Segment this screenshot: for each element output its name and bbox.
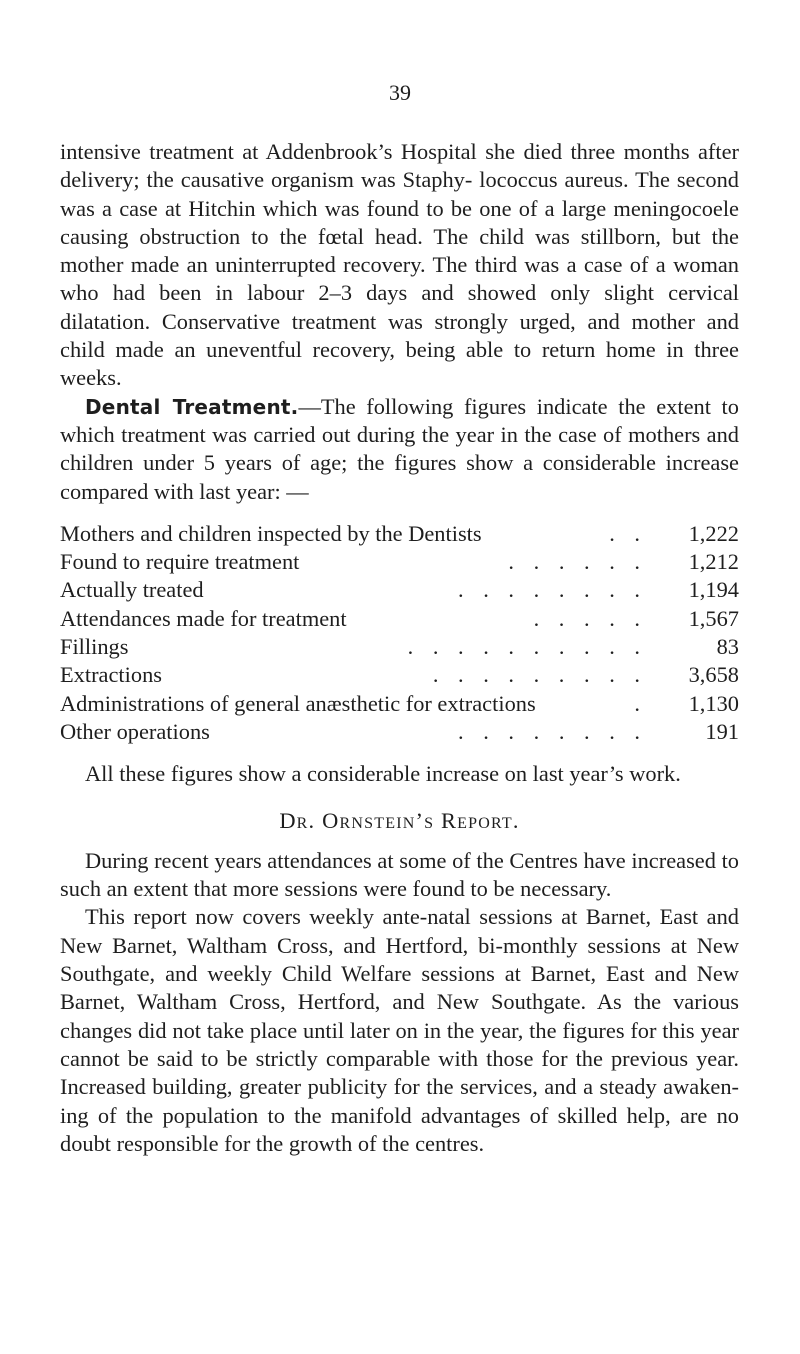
table-row xyxy=(60,520,739,548)
row-value: 1,567 xyxy=(688,605,739,631)
dental-treatment-heading: Dental Treatment. xyxy=(85,394,299,419)
leader-dots: . . . . . xyxy=(533,605,647,631)
row-label: Administrations of general anæsthetic for extractions xyxy=(60,690,536,716)
leader-dots: . . . . . . . . . . xyxy=(407,634,647,660)
row-value: 191 xyxy=(705,718,739,744)
ornstein-paragraph-1: During recent years attendances at some of the Centres have increased to such an extent that more sessions were found to be necessary. xyxy=(60,847,739,902)
ornstein-paragraph-2: This report now covers weekly ante-natal sessions at Barnet, East and New Barnet, Waltham Cross, and Hertford, bi-monthly sessions at New Southgate, and weekly Child Welfare sessions at Barnet, East and New Barnet, Waltham Cross, Hertford, and New Southgate. As the various changes did not take place until later on in the year, the figures for this year cannot be said to be strictly comparable with those for the previous year. Increased building, greater publicity for the services, and a steady awaken- ing of the population to the manifold advantages of skilled help, are no doubt responsible for the growth of the centres. xyxy=(60,904,739,1156)
row-value: 1,222 xyxy=(688,520,739,546)
row-value: 3,658 xyxy=(688,662,739,688)
row-label: Actually treated xyxy=(60,577,204,603)
leader-dots: . . . . . . xyxy=(508,549,647,575)
row-value: 1,194 xyxy=(688,577,739,603)
intro-paragraph: intensive treatment at Addenbrook’s Hospital she died three months after delivery; the causative organism was Staphy- lococcus aureus. The second was a case at Hitchin which was found to be one of a large meningocoele causing obstruction to the fœtal head. The child was stillborn, but the mother made an uninterrupted recovery. The third was a case of a woman who had been in labour 2–3 days and showed only slight cervical dilatation. Conservative treatment was strongly urged, and mother and child made an uneventful recovery, being able to return home in three weeks. xyxy=(60,139,739,391)
table-row xyxy=(60,661,739,689)
table-row xyxy=(60,718,739,746)
table-row xyxy=(60,633,739,661)
row-value: 1,212 xyxy=(688,549,739,575)
leader-dots: . . . . . . . . xyxy=(458,577,647,603)
leader-dots: . xyxy=(634,690,647,716)
table-row xyxy=(60,576,739,604)
dental-summary-paragraph: All these figures show a considerable increase on last year’s work. xyxy=(85,761,681,787)
dental-treatment-text: —The following figures indicate the extent to which treatment was carried out during the year in the case of mothers and children under 5 years of age; the figures show a considerable increase compared with last year: — xyxy=(60,393,739,504)
row-label: Mothers and children inspected by the Dentists xyxy=(60,520,482,546)
row-label: Attendances made for treatment xyxy=(60,605,347,631)
row-label: Fillings xyxy=(60,634,129,660)
row-value: 1,130 xyxy=(688,690,739,716)
page-number: 39 xyxy=(389,80,411,105)
page-content xyxy=(60,138,739,1158)
table-row xyxy=(60,690,739,718)
row-label: Other operations xyxy=(60,718,210,744)
leader-dots: . . . . . . . . xyxy=(458,718,647,744)
dental-statistics-table xyxy=(60,520,739,746)
leader-dots: . . . . . . . . . xyxy=(432,662,647,688)
row-label: Found to require treatment xyxy=(60,549,300,575)
dental-treatment-paragraph xyxy=(60,393,739,506)
row-value: 83 xyxy=(716,634,739,660)
ornstein-report-heading: Dr. Ornstein’s Report. xyxy=(279,807,520,833)
table-row xyxy=(60,548,739,576)
leader-dots: . . xyxy=(609,520,647,546)
row-label: Extractions xyxy=(60,662,162,688)
table-row xyxy=(60,605,739,633)
